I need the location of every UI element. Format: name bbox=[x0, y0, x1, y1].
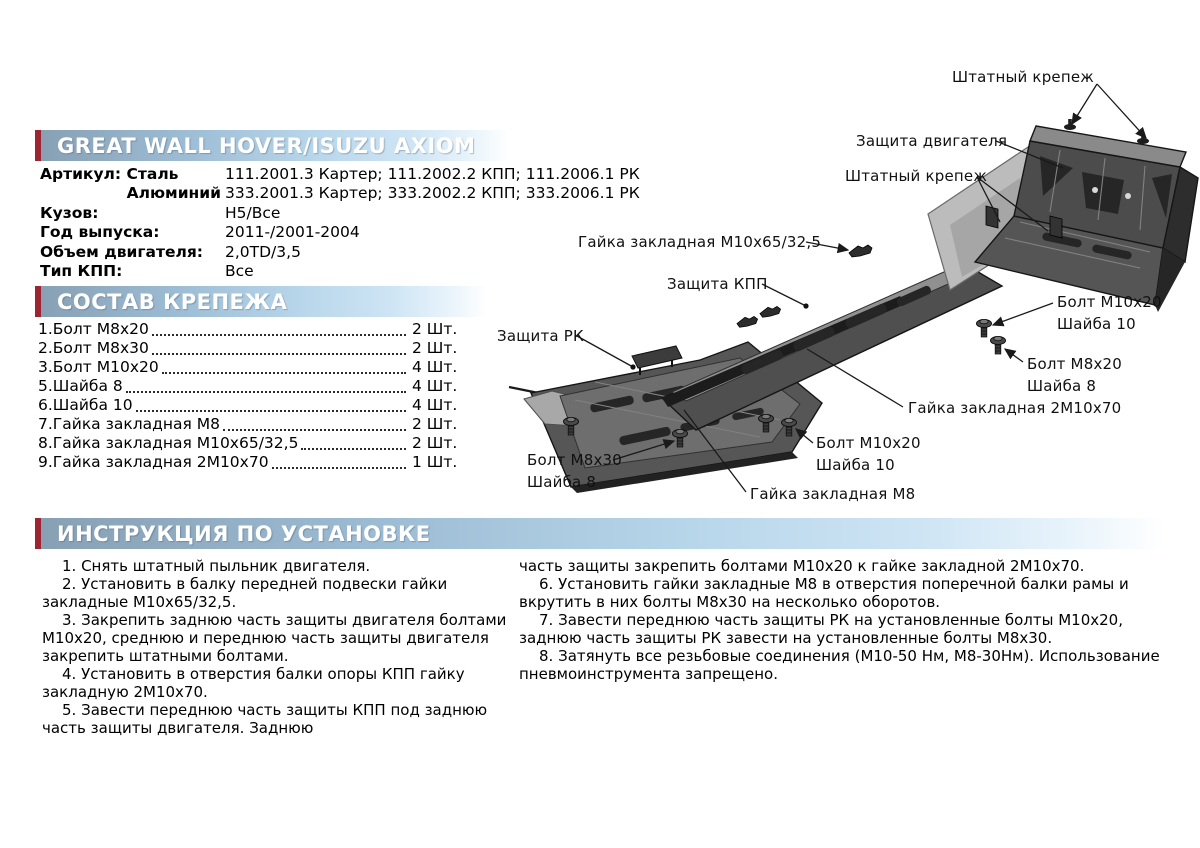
fastener-qty: 2 Шт. bbox=[412, 339, 458, 357]
list-item bbox=[38, 396, 460, 415]
list-item bbox=[38, 434, 460, 453]
list-item bbox=[38, 339, 460, 358]
fastener-qty: 4 Шт. bbox=[412, 358, 458, 376]
fastener-name: 5.Шайба 8 bbox=[38, 377, 123, 395]
instructions-right-column bbox=[519, 557, 1161, 683]
instructions-title-bar bbox=[35, 518, 1165, 549]
fastener-qty: 2 Шт. bbox=[412, 434, 458, 452]
dot-leader bbox=[162, 372, 406, 374]
label-transfer-case-guard: Защита РК bbox=[497, 327, 584, 345]
spec-label: Объем двигателя: bbox=[40, 242, 203, 261]
spec-label: Артикул: Сталь bbox=[40, 165, 179, 183]
spec-label: Алюминий bbox=[126, 184, 221, 203]
label-bolt-m8x20: Болт М8х20 bbox=[1027, 355, 1123, 373]
instructions-title: ИНСТРУКЦИЯ ПО УСТАНОВКЕ bbox=[57, 521, 431, 546]
fastener-name: 2.Болт М8х30 bbox=[38, 339, 149, 357]
fastener-qty: 4 Шт. bbox=[412, 377, 458, 395]
fastener-list bbox=[38, 320, 460, 472]
label-factory-fastener-mid: Штатный крепеж bbox=[845, 167, 988, 185]
label-embedded-nut-m10x65: Гайка закладная М10х65/32,5 bbox=[578, 233, 822, 251]
bolt-m10x20-icon bbox=[977, 319, 992, 337]
model-title-bar bbox=[35, 130, 510, 161]
instruction-step-continuation: часть защиты закрепить болтами М10х20 к гайке закладной 2М10х70. bbox=[519, 557, 1085, 575]
fastener-name: 1.Болт М8х20 bbox=[38, 320, 149, 338]
fastener-qty: 4 Шт. bbox=[412, 396, 458, 414]
label-engine-guard: Защита двигателя bbox=[856, 132, 1008, 150]
label-gearbox-guard: Защита КПП bbox=[667, 275, 768, 293]
fasteners-title: СОСТАВ КРЕПЕЖА bbox=[57, 289, 288, 314]
list-item bbox=[38, 358, 460, 377]
instructions-left-column bbox=[42, 557, 514, 737]
fastener-name: 7.Гайка закладная М8 bbox=[38, 415, 220, 433]
instruction-step: 3. Закрепить заднюю часть защиты двигателя болтами М10х20, среднюю и переднюю часть защиты двигателя закрепить штатными болтами. bbox=[42, 611, 507, 665]
dot-leader bbox=[272, 467, 406, 469]
spec-label: Год выпуска: bbox=[40, 223, 160, 242]
spec-label: Кузов: bbox=[40, 203, 99, 222]
fastener-qty: 1 Шт. bbox=[412, 453, 458, 471]
fastener-name: 9.Гайка закладная 2М10х70 bbox=[38, 453, 269, 471]
mount-tab bbox=[986, 206, 998, 228]
fastener-name: 8.Гайка закладная М10х65/32,5 bbox=[38, 434, 299, 452]
instruction-step: 1. Снять штатный пыльник двигателя. bbox=[62, 557, 371, 575]
fastener-name: 6.Шайба 10 bbox=[38, 396, 133, 414]
label-washer-8-bottom: Шайба 8 bbox=[527, 473, 597, 491]
label-embedded-nut-2m10x70: Гайка закладная 2М10х70 bbox=[908, 399, 1122, 417]
list-item bbox=[38, 320, 460, 339]
dot-leader bbox=[223, 429, 406, 431]
label-bolt-m8x30: Болт М8х30 bbox=[527, 451, 623, 469]
instruction-step: 7. Завести переднюю часть защиты РК на установленные болты М10х20, заднюю часть защиты РК завести на установленные болты М8х30. bbox=[519, 611, 1123, 647]
dot-leader bbox=[301, 448, 406, 450]
embedded-nut-m10x65-icon bbox=[849, 245, 872, 257]
label-bolt-m10x20-right: Болт М10х20 bbox=[1057, 293, 1162, 311]
model-title: GREAT WALL HOVER/ISUZU AXIOM bbox=[57, 133, 476, 158]
spec-value: H5/Все bbox=[225, 203, 281, 222]
fasteners-title-bar bbox=[35, 286, 487, 317]
list-item bbox=[38, 377, 460, 396]
dot-leader bbox=[152, 353, 406, 355]
embedded-nut-2m10x70-icon bbox=[737, 316, 758, 327]
instruction-step: 6. Установить гайки закладные М8 в отверстия поперечной балки рамы и вкрутить в них болты М8х30 на несколько оборотов. bbox=[519, 575, 1129, 611]
label-washer-10-bottom: Шайба 10 bbox=[816, 456, 895, 474]
fastener-name: 3.Болт М10х20 bbox=[38, 358, 159, 376]
spec-value: 2,0TD/3,5 bbox=[225, 242, 301, 261]
dot-leader bbox=[136, 410, 406, 412]
instruction-step: 4. Установить в отверстия балки опоры КПП гайку закладную 2М10х70. bbox=[42, 665, 465, 701]
spec-value: Все bbox=[225, 262, 254, 281]
instruction-step: 5. Завести переднюю часть защиты КПП под заднюю часть защиты двигателя. Заднюю bbox=[42, 701, 488, 737]
dot-leader bbox=[126, 391, 406, 393]
label-bolt-m10x20-bottom: Болт М10х20 bbox=[816, 434, 921, 452]
list-item bbox=[38, 453, 460, 472]
assembly-diagram bbox=[440, 40, 1200, 520]
spec-label: Тип КПП: bbox=[40, 262, 123, 281]
label-washer-10-right: Шайба 10 bbox=[1057, 315, 1136, 333]
label-factory-fastener-top: Штатный крепеж bbox=[951, 68, 1094, 86]
instruction-step: 2. Установить в балку передней подвески гайки закладные М10х65/32,5. bbox=[42, 575, 448, 611]
label-washer-8-right: Шайба 8 bbox=[1027, 377, 1097, 395]
bolt-m8x20-icon bbox=[991, 336, 1006, 354]
instruction-step: 8. Затянуть все резьбовые соединения (М10-50 Нм, М8-30Нм). Использование пневмоинструмента запрещено. bbox=[519, 647, 1160, 683]
fastener-qty: 2 Шт. bbox=[412, 415, 458, 433]
embedded-nut-2m10x70-icon bbox=[760, 306, 781, 317]
label-embedded-nut-m8: Гайка закладная М8 bbox=[750, 485, 916, 503]
spec-value: 333.2001.3 Картер; 333.2002.2 КПП; 333.2006.1 РК bbox=[225, 184, 640, 203]
spec-value: 111.2001.3 Картер; 111.2002.2 КПП; 111.2006.1 РК bbox=[225, 165, 640, 183]
dot-leader bbox=[152, 334, 406, 336]
spec-value: 2011-/2001-2004 bbox=[225, 223, 360, 242]
mount-tab bbox=[1050, 216, 1062, 238]
list-item bbox=[38, 415, 460, 434]
fastener-qty: 2 Шт. bbox=[412, 320, 458, 338]
